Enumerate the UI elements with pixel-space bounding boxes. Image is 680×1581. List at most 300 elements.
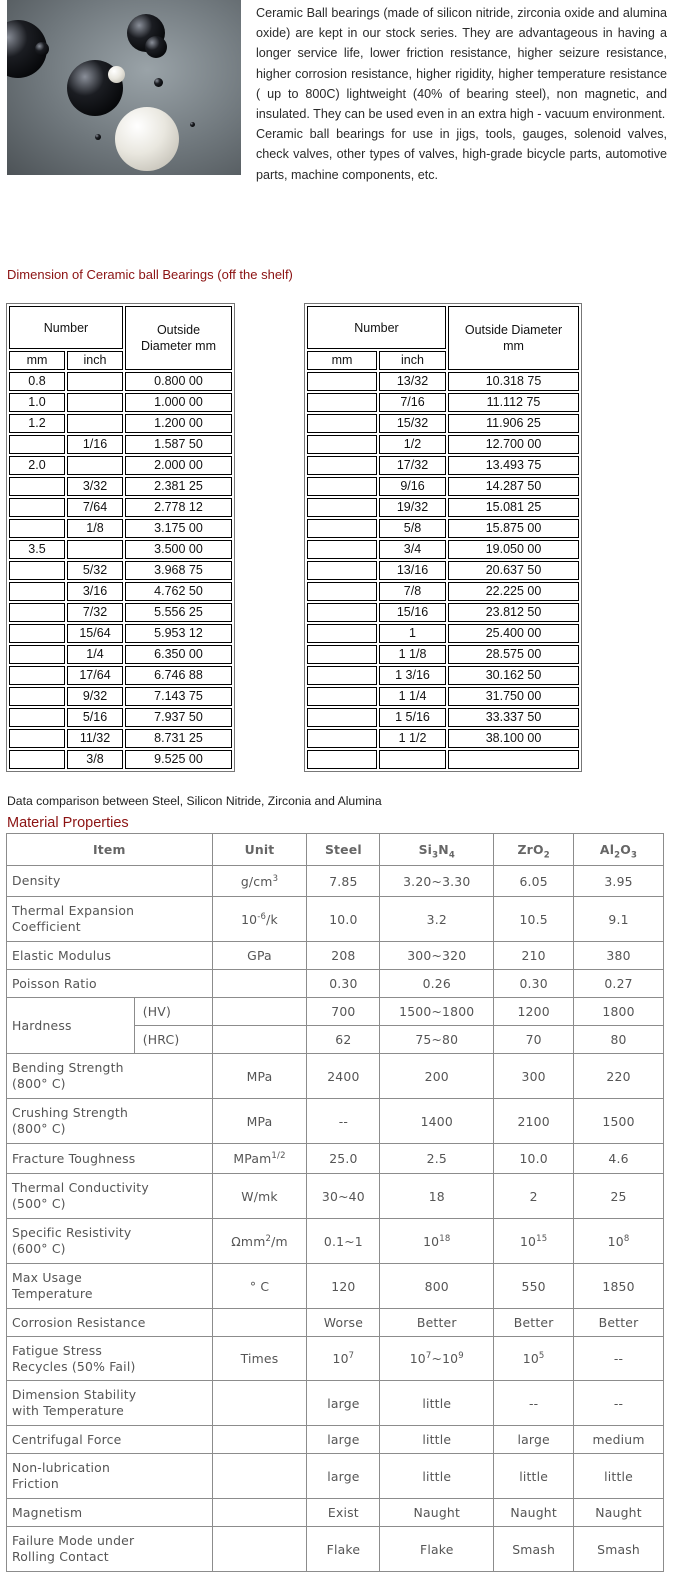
cell-mm: 3.5: [9, 540, 65, 559]
cell-outside-diameter: 14.287 50: [448, 477, 579, 496]
cell-inch: 15/32: [379, 414, 446, 433]
cell-inch: 3/4: [379, 540, 446, 559]
cell-mm: [9, 687, 65, 706]
table-row: [9, 519, 232, 538]
item-label: Failure Mode under Rolling Contact: [7, 1527, 213, 1572]
black-ball: [145, 36, 167, 58]
item-sublabel: (HRC): [134, 1026, 212, 1054]
cell-inch: 5/32: [67, 561, 123, 580]
cell-inch: [67, 456, 123, 475]
cell-unit: MPa: [212, 1054, 307, 1099]
cell-al2o3: 9.1: [574, 897, 664, 942]
cell-inch: 11/32: [67, 729, 123, 748]
table-row: [307, 519, 579, 538]
header-steel: Steel: [307, 834, 380, 866]
cell-mm: [307, 729, 377, 748]
table-row: [307, 582, 579, 601]
header-number: Number: [307, 306, 446, 349]
cell-mm: [307, 393, 377, 412]
table-row: [307, 729, 579, 748]
cell-unit: $g/cm^3$: [212, 866, 307, 897]
cell-zro2: Better: [494, 1309, 574, 1337]
item-label: Magnetism: [7, 1499, 213, 1527]
cell-al2o3: 1850: [574, 1264, 664, 1309]
cell-si3n4: Naught: [380, 1499, 494, 1527]
item-label: Thermal Expansion Coefficient: [7, 897, 213, 942]
cell-mm: [307, 435, 377, 454]
cell-mm: [307, 603, 377, 622]
cell-si3n4: little: [380, 1454, 494, 1499]
header-inch: inch: [379, 351, 446, 370]
cell-inch: 7/8: [379, 582, 446, 601]
cell-mm: [9, 582, 65, 601]
black-ball: [35, 42, 49, 56]
cell-zro2: large: [494, 1426, 574, 1454]
cell-steel: --: [307, 1099, 380, 1144]
cell-zro2: 1200: [494, 998, 574, 1026]
item-label: Max Usage Temperature: [7, 1264, 213, 1309]
table-row: [307, 393, 579, 412]
cell-inch: [67, 393, 123, 412]
cell-outside-diameter: 15.875 00: [448, 519, 579, 538]
cell-mm: [307, 372, 377, 391]
cell-mm: [307, 519, 377, 538]
cell-outside-diameter: 22.225 00: [448, 582, 579, 601]
cell-mm: 0.8: [9, 372, 65, 391]
table-row: [7, 970, 664, 998]
black-ball: [190, 122, 195, 127]
cell-inch: 7/16: [379, 393, 446, 412]
cell-outside-diameter: 8.731 25: [125, 729, 232, 748]
cell-outside-diameter: 38.100 00: [448, 729, 579, 748]
table-row: [7, 1381, 664, 1426]
table-row: [7, 1337, 664, 1381]
cell-si3n4: 2.5: [380, 1144, 494, 1174]
table-row: [7, 897, 664, 942]
cell-al2o3: Better: [574, 1309, 664, 1337]
cell-outside-diameter: 15.081 25: [448, 498, 579, 517]
cell-inch: 1/8: [67, 519, 123, 538]
cell-inch: [67, 414, 123, 433]
table-row: [7, 866, 664, 897]
cell-mm: [307, 582, 377, 601]
cell-steel: 0.1~1: [307, 1219, 380, 1264]
cell-mm: 2.0: [9, 456, 65, 475]
cell-steel: 30~40: [307, 1174, 380, 1219]
cell-outside-diameter: 33.337 50: [448, 708, 579, 727]
header-outside-diameter: Outside Diameter mm: [125, 306, 232, 370]
cell-inch: 3/16: [67, 582, 123, 601]
item-label: Non-lubrication Friction: [7, 1454, 213, 1499]
cell-inch: 15/16: [379, 603, 446, 622]
cell-inch: 1: [379, 624, 446, 643]
table-row: [9, 729, 232, 748]
table-row: [307, 687, 579, 706]
cell-mm: 1.0: [9, 393, 65, 412]
cell-mm: [9, 561, 65, 580]
cell-steel: Worse: [307, 1309, 380, 1337]
item-label: Bending Strength (800° C): [7, 1054, 213, 1099]
cell-zro2: little: [494, 1454, 574, 1499]
table-row: [7, 1426, 664, 1454]
cell-steel: 62: [307, 1026, 380, 1054]
cell-outside-diameter: 28.575 00: [448, 645, 579, 664]
intro-paragraph: Ceramic Ball bearings (made of silicon nitride, zirconia oxide and alumina oxide) are kept in our stock series. They are advantageous in having a longer service life, lower friction resistance, higher seizure resistance, higher corrosion resistance, higher rigidity, higher temperature resistance ( up to 800C) lightweight (40% of bearing steel), non magnetic, and insulated. They can be used even in an extra high - vacuum environment.: [256, 6, 667, 122]
cell-mm: [9, 645, 65, 664]
cell-si3n4: little: [380, 1426, 494, 1454]
item-label: Specific Resistivity (600° C): [7, 1219, 213, 1264]
table-row: [9, 603, 232, 622]
item-label: Corrosion Resistance: [7, 1309, 213, 1337]
cell-outside-diameter: 1.000 00: [125, 393, 232, 412]
cell-steel: large: [307, 1454, 380, 1499]
cell-unit: W/mk: [212, 1174, 307, 1219]
table-row: [307, 456, 579, 475]
header-zro2: ZrO$_2$: [494, 834, 574, 866]
cell-si3n4: 3.2: [380, 897, 494, 942]
cell-zro2: $10^5$: [494, 1337, 574, 1381]
cell-inch: 1/4: [67, 645, 123, 664]
cell-steel: Exist: [307, 1499, 380, 1527]
header-mm: mm: [9, 351, 65, 370]
intro-text: [256, 3, 667, 185]
cell-outside-diameter: 7.143 75: [125, 687, 232, 706]
table-header-row: [7, 834, 664, 866]
cell-unit: [212, 1454, 307, 1499]
table-row: [307, 603, 579, 622]
cell-mm: [307, 477, 377, 496]
cell-outside-diameter: 11.112 75: [448, 393, 579, 412]
cell-zro2: --: [494, 1381, 574, 1426]
cell-unit: MPa: [212, 1099, 307, 1144]
cell-steel: 120: [307, 1264, 380, 1309]
table-row: [9, 582, 232, 601]
cell-inch: 9/16: [379, 477, 446, 496]
cell-si3n4: 75~80: [380, 1026, 494, 1054]
table-row: [9, 540, 232, 559]
cell-si3n4: 300~320: [380, 942, 494, 970]
dimension-table-left: [6, 303, 235, 772]
table-row: [9, 561, 232, 580]
cell-outside-diameter: 4.762 50: [125, 582, 232, 601]
cell-inch: 15/64: [67, 624, 123, 643]
white-ball: [108, 66, 125, 83]
item-label: Centrifugal Force: [7, 1426, 213, 1454]
cell-inch: 19/32: [379, 498, 446, 517]
cell-mm: [307, 414, 377, 433]
cell-mm: [9, 750, 65, 769]
cell-si3n4: 18: [380, 1174, 494, 1219]
table-row: [7, 1264, 664, 1309]
black-ball: [154, 78, 163, 87]
cell-steel: 0.30: [307, 970, 380, 998]
header-outside-diameter: Outside Diameter mm: [448, 306, 579, 370]
black-ball: [95, 134, 101, 140]
cell-unit: [212, 1426, 307, 1454]
cell-outside-diameter: 7.937 50: [125, 708, 232, 727]
cell-al2o3: medium: [574, 1426, 664, 1454]
cell-si3n4: 800: [380, 1264, 494, 1309]
cell-steel: 25.0: [307, 1144, 380, 1174]
cell-outside-diameter: 2.778 12: [125, 498, 232, 517]
cell-steel: 2400: [307, 1054, 380, 1099]
cell-unit: Ωmm$^2$/m: [212, 1219, 307, 1264]
cell-al2o3: 380: [574, 942, 664, 970]
cell-mm: [307, 666, 377, 685]
table-row: [9, 435, 232, 454]
cell-al2o3: $10^8$: [574, 1219, 664, 1264]
cell-mm: [307, 750, 377, 769]
table-row: [307, 750, 579, 769]
cell-unit: [212, 970, 307, 998]
header-inch: inch: [67, 351, 123, 370]
cell-si3n4: $10^7\sim 10^9$: [380, 1337, 494, 1381]
table-row: [9, 645, 232, 664]
cell-mm: [9, 603, 65, 622]
cell-mm: 1.2: [9, 414, 65, 433]
cell-steel: $10^7$: [307, 1337, 380, 1381]
cell-si3n4: 0.26: [380, 970, 494, 998]
cell-inch: 9/32: [67, 687, 123, 706]
cell-unit: [212, 1381, 307, 1426]
item-label: Fracture Toughness: [7, 1144, 213, 1174]
cell-inch: 1 5/16: [379, 708, 446, 727]
cell-mm: [307, 687, 377, 706]
header-al2o3: $Al_2O_3$: [574, 834, 664, 866]
item-sublabel: (HV): [134, 998, 212, 1026]
cell-outside-diameter: 1.200 00: [125, 414, 232, 433]
cell-al2o3: 25: [574, 1174, 664, 1219]
cell-mm: [307, 540, 377, 559]
cell-zro2: 10.5: [494, 897, 574, 942]
header-unit: Unit: [212, 834, 307, 866]
cell-al2o3: 80: [574, 1026, 664, 1054]
item-label: Crushing Strength (800° C): [7, 1099, 213, 1144]
table-row: [7, 1099, 664, 1144]
cell-inch: 13/32: [379, 372, 446, 391]
item-label: Poisson Ratio: [7, 970, 213, 998]
white-ball: [115, 107, 179, 171]
table-row: [9, 666, 232, 685]
cell-outside-diameter: [448, 750, 579, 769]
cell-mm: [9, 729, 65, 748]
cell-mm: [9, 435, 65, 454]
table-row: [307, 645, 579, 664]
cell-outside-diameter: 20.637 50: [448, 561, 579, 580]
item-label: Fatigue Stress Recycles (50% Fail): [7, 1337, 213, 1381]
cell-unit: [212, 1527, 307, 1572]
cell-inch: 1 1/4: [379, 687, 446, 706]
cell-si3n4: $10^{18}$: [380, 1219, 494, 1264]
cell-steel: Flake: [307, 1527, 380, 1572]
cell-mm: [307, 561, 377, 580]
cell-mm: [9, 666, 65, 685]
cell-steel: 7.85: [307, 866, 380, 897]
table-row: [7, 1219, 664, 1264]
item-label: Thermal Conductivity (500° C): [7, 1174, 213, 1219]
cell-outside-diameter: 5.953 12: [125, 624, 232, 643]
cell-si3n4: Better: [380, 1309, 494, 1337]
cell-outside-diameter: 2.000 00: [125, 456, 232, 475]
material-properties-title: Material Properties: [7, 815, 129, 831]
cell-si3n4: 200: [380, 1054, 494, 1099]
cell-outside-diameter: 3.500 00: [125, 540, 232, 559]
cell-outside-diameter: 10.318 75: [448, 372, 579, 391]
cell-mm: [307, 456, 377, 475]
cell-inch: 3/8: [67, 750, 123, 769]
table-row: [307, 498, 579, 517]
dimension-table-right: [304, 303, 582, 772]
cell-al2o3: little: [574, 1454, 664, 1499]
cell-mm: [9, 477, 65, 496]
cell-mm: [307, 498, 377, 517]
table-row: [9, 477, 232, 496]
table-row: [307, 708, 579, 727]
cell-outside-diameter: 12.700 00: [448, 435, 579, 454]
table-row: [7, 1309, 664, 1337]
cell-inch: 7/64: [67, 498, 123, 517]
header-si3n4: $Si_3N_4$: [380, 834, 494, 866]
cell-inch: [67, 540, 123, 559]
cell-zro2: 10.0: [494, 1144, 574, 1174]
cell-outside-diameter: 1.587 50: [125, 435, 232, 454]
header-mm: mm: [307, 351, 377, 370]
cell-al2o3: Smash: [574, 1527, 664, 1572]
cell-si3n4: little: [380, 1381, 494, 1426]
ceramic-balls-photo: [7, 0, 241, 175]
cell-si3n4: 1500~1800: [380, 998, 494, 1026]
dimension-title: Dimension of Ceramic ball Bearings (off the shelf): [7, 267, 293, 282]
intro-paragraph: Ceramic ball bearings for use in jigs, tools, gauges, solenoid valves, check valves, other types of valves, high-grade bicycle parts, automotive parts, machine components, etc.: [256, 127, 667, 182]
cell-si3n4: 3.20~3.30: [380, 866, 494, 897]
cell-inch: 1 3/16: [379, 666, 446, 685]
cell-inch: 3/32: [67, 477, 123, 496]
table-row: [9, 456, 232, 475]
cell-unit: ° C: [212, 1264, 307, 1309]
cell-inch: 13/16: [379, 561, 446, 580]
cell-mm: [9, 519, 65, 538]
item-label: Hardness: [7, 998, 135, 1054]
table-row: [7, 998, 664, 1026]
table-row: [307, 666, 579, 685]
table-row: [9, 750, 232, 769]
cell-zro2: 550: [494, 1264, 574, 1309]
cell-zro2: 6.05: [494, 866, 574, 897]
cell-inch: 5/16: [67, 708, 123, 727]
cell-inch: 5/8: [379, 519, 446, 538]
cell-mm: [307, 645, 377, 664]
cell-al2o3: 4.6: [574, 1144, 664, 1174]
cell-mm: [9, 498, 65, 517]
cell-inch: 1 1/8: [379, 645, 446, 664]
table-row: [307, 540, 579, 559]
cell-unit: Times: [212, 1337, 307, 1381]
cell-al2o3: Naught: [574, 1499, 664, 1527]
cell-inch: [379, 750, 446, 769]
item-label: Elastic Modulus: [7, 942, 213, 970]
table-row: [307, 477, 579, 496]
cell-mm: [307, 624, 377, 643]
table-row: [9, 372, 232, 391]
cell-unit: [212, 998, 307, 1026]
cell-unit: [212, 1026, 307, 1054]
cell-outside-diameter: 2.381 25: [125, 477, 232, 496]
cell-mm: [307, 708, 377, 727]
cell-steel: large: [307, 1426, 380, 1454]
cell-inch: 17/32: [379, 456, 446, 475]
cell-si3n4: Flake: [380, 1527, 494, 1572]
cell-steel: large: [307, 1381, 380, 1426]
cell-steel: 700: [307, 998, 380, 1026]
table-row: [7, 1144, 664, 1174]
cell-outside-diameter: 25.400 00: [448, 624, 579, 643]
table-row: [307, 561, 579, 580]
cell-outside-diameter: 3.968 75: [125, 561, 232, 580]
cell-inch: 17/64: [67, 666, 123, 685]
cell-outside-diameter: 6.350 00: [125, 645, 232, 664]
cell-outside-diameter: 9.525 00: [125, 750, 232, 769]
cell-outside-diameter: 13.493 75: [448, 456, 579, 475]
table-row: [307, 414, 579, 433]
cell-si3n4: 1400: [380, 1099, 494, 1144]
cell-outside-diameter: 19.050 00: [448, 540, 579, 559]
material-properties-table: [6, 833, 664, 1572]
table-row: [9, 708, 232, 727]
cell-al2o3: --: [574, 1381, 664, 1426]
cell-outside-diameter: 6.746 88: [125, 666, 232, 685]
cell-inch: 1/2: [379, 435, 446, 454]
table-row: [9, 498, 232, 517]
table-row: [7, 1527, 664, 1572]
cell-outside-diameter: 30.162 50: [448, 666, 579, 685]
cell-outside-diameter: 11.906 25: [448, 414, 579, 433]
cell-inch: 1 1/2: [379, 729, 446, 748]
cell-outside-diameter: 0.800 00: [125, 372, 232, 391]
item-label: Dimension Stability with Temperature: [7, 1381, 213, 1426]
header-number: Number: [9, 306, 123, 349]
cell-al2o3: 1500: [574, 1099, 664, 1144]
cell-zro2: 210: [494, 942, 574, 970]
cell-al2o3: 220: [574, 1054, 664, 1099]
table-row: [9, 624, 232, 643]
table-row: [307, 624, 579, 643]
table-row: [9, 414, 232, 433]
cell-unit: MPam$^{1/2}$: [212, 1144, 307, 1174]
cell-zro2: 2: [494, 1174, 574, 1219]
cell-zro2: Smash: [494, 1527, 574, 1572]
cell-al2o3: 3.95: [574, 866, 664, 897]
cell-inch: 7/32: [67, 603, 123, 622]
header-item: Item: [7, 834, 213, 866]
cell-zro2: 2100: [494, 1099, 574, 1144]
cell-zro2: 0.30: [494, 970, 574, 998]
table-row: [7, 1054, 664, 1099]
cell-mm: [9, 624, 65, 643]
cell-zro2: 300: [494, 1054, 574, 1099]
table-row: [7, 1499, 664, 1527]
cell-outside-diameter: 3.175 00: [125, 519, 232, 538]
cell-inch: 1/16: [67, 435, 123, 454]
cell-unit: $10^{-6}/k$: [212, 897, 307, 942]
cell-steel: 10.0: [307, 897, 380, 942]
cell-unit: [212, 1499, 307, 1527]
cell-outside-diameter: 31.750 00: [448, 687, 579, 706]
cell-outside-diameter: 23.812 50: [448, 603, 579, 622]
cell-al2o3: 1800: [574, 998, 664, 1026]
cell-zro2: 70: [494, 1026, 574, 1054]
cell-unit: GPa: [212, 942, 307, 970]
table-row: [7, 942, 664, 970]
